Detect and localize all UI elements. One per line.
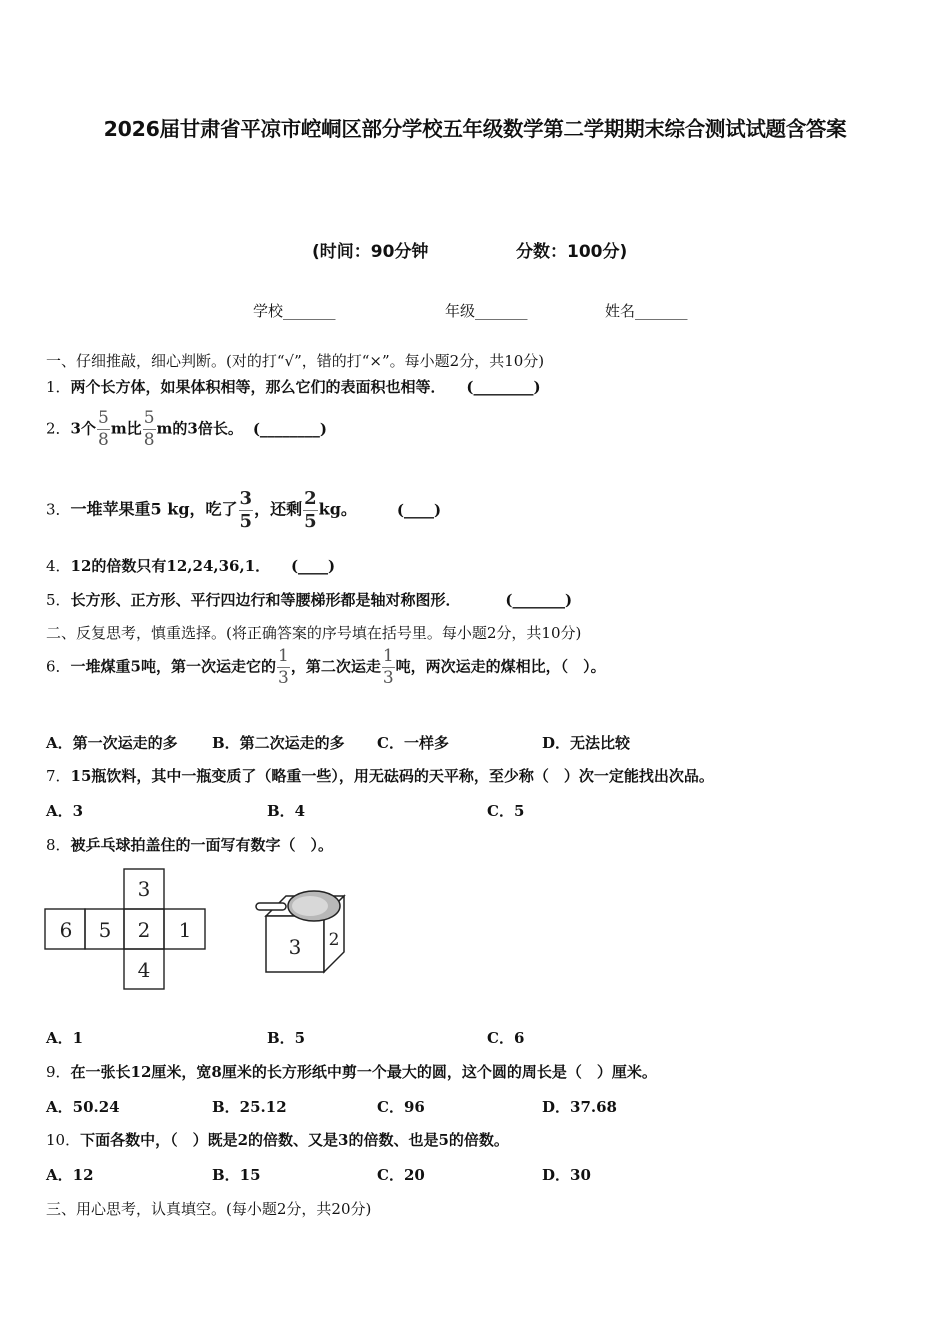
page-title: 2026届甘肃省平凉市崆峒区部分学校五年级数学第二学期期末综合测试试题含答案 xyxy=(103,117,847,141)
q9-option-b: B．25.12 xyxy=(212,1098,287,1116)
q4-number: 4． xyxy=(46,557,71,575)
q8-text: 被乒乓球拍盖住的一面写有数字（ ）。 xyxy=(70,836,334,854)
q7-option-c: C．5 xyxy=(487,802,525,820)
q6-option-d: D．无法比较 xyxy=(542,734,631,752)
q3-text-a: 一堆苹果重5 kg，吃了 xyxy=(70,499,238,519)
q5-number: 5． xyxy=(46,591,71,609)
q9-number: 9． xyxy=(46,1063,71,1081)
q1-text: 两个长方体，如果体积相等，那么它们的表面积也相等． xyxy=(70,378,446,396)
q6-number: 6． xyxy=(46,657,71,676)
q6-option-b: B．第二次运走的多 xyxy=(212,734,345,752)
q10-option-c: C．20 xyxy=(377,1166,425,1184)
q3-number: 3． xyxy=(46,500,71,519)
q9-option-a: A．50.24 xyxy=(46,1098,120,1116)
q6-option-c: C．一样多 xyxy=(377,734,449,752)
cube-with-paddle-figure xyxy=(254,890,350,976)
q9-text: 在一张长12厘米，宽8厘米的长方形纸中剪一个最大的圆，这个圆的周长是（ ）厘米。 xyxy=(70,1063,657,1081)
q1-answer-blank: (________) xyxy=(466,378,541,396)
question-1 xyxy=(46,376,541,397)
q3-text-b: ，还剩 xyxy=(254,499,303,519)
q2-number: 2． xyxy=(46,419,71,438)
q7-option-a: A．3 xyxy=(46,802,84,820)
q10-option-a: A．12 xyxy=(46,1166,94,1184)
q2-fraction-2: $\frac{5}{8}$ xyxy=(143,408,155,450)
net-label-bottom: 4 xyxy=(137,958,151,982)
q10-option-b: B．15 xyxy=(212,1166,261,1184)
q7-text: 15瓶饮料，其中一瓶变质了（略重一些），用无砝码的天平称，至少称（ ）次一定能找出次品。 xyxy=(70,767,714,785)
section1-header: 一、仔细推敲，细心判断。(对的打“√”，错的打“×”。每小题2分，共10分) xyxy=(46,352,545,370)
exam-time: (时间：90分钟 xyxy=(312,242,429,262)
q3-text-c: kg。 xyxy=(318,499,357,519)
question-5 xyxy=(46,589,572,610)
name-field: 姓名_______ xyxy=(605,302,688,320)
cube-label-side: 2 xyxy=(328,930,340,950)
section3-header: 三、用心思考，认真填空。(每小题2分，共20分) xyxy=(46,1200,372,1218)
question-8 xyxy=(46,834,333,855)
question-4 xyxy=(46,555,335,576)
q7-number: 7． xyxy=(46,767,71,785)
q2-text-a: 3个 xyxy=(70,419,96,438)
paddle-handle xyxy=(256,903,286,910)
q6-option-a: A．第一次运走的多 xyxy=(46,734,178,752)
question-9 xyxy=(46,1061,657,1082)
q6-fraction-1: $\frac{1}{3}$ xyxy=(278,646,289,688)
question-3 xyxy=(46,490,441,531)
exam-score: 分数：100分) xyxy=(516,242,628,262)
q7-option-b: B．4 xyxy=(267,802,306,820)
q8-number: 8． xyxy=(46,836,71,854)
q8-option-b: B．5 xyxy=(267,1029,306,1047)
net-label-center: 2 xyxy=(137,918,151,942)
q2-text-c: m的3倍长。 xyxy=(156,419,243,438)
question-6 xyxy=(46,648,606,687)
q6-text-c: 吨，两次运走的煤相比，（ ）。 xyxy=(395,657,606,676)
question-7 xyxy=(46,765,714,786)
q10-option-d: D．30 xyxy=(542,1166,591,1184)
q5-answer-blank: (_______) xyxy=(505,591,573,609)
q4-text: 12的倍数只有12,24,36,1． xyxy=(70,557,271,575)
question-10 xyxy=(46,1129,509,1150)
q2-answer-blank: (________) xyxy=(252,419,328,438)
q9-option-c: C．96 xyxy=(377,1098,425,1116)
q6-text-b: ，第二次运走 xyxy=(290,657,381,676)
section2-header: 二、反复思考，慎重选择。(将正确答案的序号填在括号里。每小题2分，共10分) xyxy=(46,624,582,642)
q2-fraction-1: $\frac{5}{8}$ xyxy=(97,408,109,450)
q9-option-d: D．37.68 xyxy=(542,1098,617,1116)
q10-number: 10． xyxy=(46,1131,81,1149)
school-field: 学校_______ xyxy=(253,302,336,320)
q6-fraction-2: $\frac{1}{3}$ xyxy=(382,646,394,688)
question-2 xyxy=(46,410,327,449)
q3-answer-blank: (____) xyxy=(396,500,442,519)
net-label-top: 3 xyxy=(137,877,151,901)
q3-fraction-2: $\frac{2}{5}$ xyxy=(304,488,317,532)
net-label-left1: 5 xyxy=(98,918,112,942)
net-label-left2: 6 xyxy=(59,918,73,942)
q4-answer-blank: (____) xyxy=(290,557,336,575)
q5-text: 长方形、正方形、平行四边行和等腰梯形都是轴对称图形． xyxy=(70,591,461,609)
q8-option-c: C．6 xyxy=(487,1029,525,1047)
cube-net-figure xyxy=(44,868,210,992)
q3-fraction-1: $\frac{3}{5}$ xyxy=(239,488,253,532)
grade-field: 年级_______ xyxy=(445,302,528,320)
cube-label-front: 3 xyxy=(288,935,302,959)
q8-option-a: A．1 xyxy=(46,1029,84,1047)
net-label-right: 1 xyxy=(178,918,192,942)
q10-text: 下面各数中，（ ）既是2的倍数、又是3的倍数、也是5的倍数。 xyxy=(80,1131,509,1149)
q6-text-a: 一堆煤重5吨，第一次运走它的 xyxy=(70,657,276,676)
q1-number: 1． xyxy=(46,378,71,396)
q2-text-b: m比 xyxy=(110,419,142,438)
